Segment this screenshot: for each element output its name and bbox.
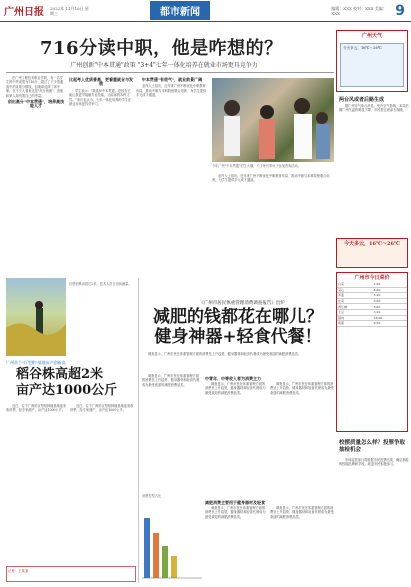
rice-foot: 记者：王某某 [6, 566, 136, 582]
fitness-col-2 [205, 382, 267, 494]
cell: 生菜 [337, 298, 373, 304]
lead-column-2 [69, 76, 133, 276]
fitness-col3-text: 调查显示，广州市民在体重管理方面的消费呈上升趋势，健身器材和轻食代餐成为最受欢迎的减肥消费品类。 [270, 382, 334, 395]
lead-col4-text: 业内人士指出，近年来广州不断优化中职教育布局，推动中职与本科院校联合培养，为学生提供多元成才通道。 [212, 174, 330, 183]
rice-photo [6, 278, 66, 356]
weather-title: 广州天气 [361, 33, 382, 39]
lead-col2-text: 学生表示："我选择中本贯通，是因为它能让我更早接触专业技能，又能拿到本科文凭。"家长也认为，七年一体化培养的学生在就业市场更具竞争力。 [69, 88, 132, 107]
rice-text-1: 近日，位于广州的巨型稻种植基地迎来收获季，经专家测产，亩产达1000公斤。 [6, 404, 67, 413]
weather-text: 今天多云，16℃～26℃ [343, 46, 382, 50]
rice-kicker: 广州首个"巨型稻"基地亩产创新高 [6, 360, 66, 365]
lead-col2-head: 比起考入优质普高，更看重就业与发展 [69, 77, 133, 87]
lead-column-3 [136, 76, 208, 276]
cell: 土豆 [337, 309, 373, 315]
section-title: 都市新闻 [150, 1, 210, 20]
weather-box [336, 30, 408, 92]
rice-field-image [6, 278, 66, 356]
fitness-head-2: 减肥消费主要用于健身器材及轻食 [205, 500, 265, 505]
bottom-right-body: 市场监管部门将根据市民投票结果，确定抽检的校服品牌和学校，欢迎市民积极参与。 [339, 458, 409, 467]
cell: 6.00 [373, 304, 407, 310]
rice-col-2 [70, 404, 136, 564]
rice-col-1 [6, 404, 68, 564]
cell: 4.80 [373, 287, 407, 293]
lead-column-1 [6, 76, 66, 276]
fitness-chart-label: 消费类型占比 [142, 494, 162, 498]
masthead-logo: 广州日报 [4, 7, 44, 18]
lead-col1-subhead: 创出高分"中本贯通"，培养高技能人才 [7, 99, 65, 109]
rice-photo-caption: 巨型稻株高超过2米，技术人员在田间测量。 [69, 282, 132, 286]
fitness-intro-text: 调查显示，广州市民在体重管理方面的消费呈上升趋势，健身器材和轻食代餐成为最受欢迎的减肥消费品类。 [148, 352, 301, 356]
page-number: 9 [395, 2, 405, 19]
fitness-col1-text: 调查显示，广州市民在体重管理方面的消费呈上升趋势，健身器材和轻食代餐成为最受欢迎的减肥消费品类。 [142, 374, 200, 387]
fitness-col-5 [270, 506, 334, 583]
lead-photo [212, 78, 334, 162]
cell: 5.20 [373, 293, 407, 299]
fitness-col4-text: 调查显示，广州市民在体重管理方面的消费呈上升趋势，健身器材和轻食代餐成为最受欢迎的减肥消费品类。 [205, 506, 266, 519]
promo-title: 今天多云，16℃～26℃ [344, 241, 400, 247]
bottom-right-text [339, 458, 409, 583]
cell: 2.50 [373, 282, 407, 287]
fitness-col-3 [270, 382, 334, 494]
fitness-kicker: 《广州市居民体重管理消费调查报告》出炉 [199, 301, 285, 306]
price-table-title: 广州市今日菜价 [354, 275, 390, 281]
lead-photo-caption: 今年广州"中本贯通"招生火爆，不少家长带孩子参加咨询活动。 [212, 164, 301, 168]
divider [6, 72, 334, 73]
rice-title-2: 亩产达1000公斤 [16, 383, 118, 398]
crowd-image [212, 78, 334, 162]
cell: 芥蓝 [337, 293, 373, 299]
fitness-col-1 [142, 374, 202, 494]
lead-headline: 716分读中职，他是咋想的？ [40, 38, 283, 59]
cell: 3.60 [373, 298, 407, 304]
side-head: 两台风或者后路生成 [339, 97, 385, 103]
fitness-col5-text: 调查显示，广州市民在体重管理方面的消费呈上升趋势，健身器材和轻食代餐成为最受欢迎的减肥消费品类。 [270, 506, 334, 519]
lead-column-4 [212, 174, 334, 274]
fitness-head-1: 中青年、中等收入者为消费主力 [205, 376, 261, 381]
fitness-title-1: 减肥的钱都花在哪儿？ [153, 307, 323, 327]
fitness-chart [142, 498, 202, 583]
bottom-right-headline: 校摆质量怎么样？投票争取抽检机会 [339, 440, 406, 453]
cell: 28.00 [373, 315, 407, 321]
fitness-title-2: 健身神器+轻食代餐！ [154, 327, 322, 347]
fitness-col-4 [205, 506, 267, 583]
lead-col3-head: 中本贯通"有底气"，就业前景广阔 [141, 77, 203, 82]
rice-title-1: 稻谷株高超2米 [16, 367, 104, 382]
cell: 菜心 [337, 287, 373, 293]
divider [138, 278, 139, 583]
price-table-box [336, 272, 408, 432]
masthead-date: 2022年 11月16日 星期三 [50, 5, 89, 16]
price-table [337, 282, 407, 327]
weather-forecast [340, 43, 404, 87]
fitness-bar-chart [142, 498, 202, 583]
masthead [0, 0, 411, 22]
table-row [337, 321, 407, 327]
side-text-body: 据广州市气象台消息，受冷空气影响，本周后期广州气温将明显下降，市民需注意添衣保暖。 [339, 104, 409, 113]
cell: 3.20 [373, 309, 407, 315]
lead-col1-text: 在广州工程技术职业学院，有一名学生的中考成绩为716分，超过了不少普通高中的录取分数线，但他却选择了读中职。在不少人看来这是"高分低就"，但他和家人却有着自己的考量。 [6, 76, 64, 98]
side-text [339, 104, 409, 234]
rice-text-2: 近日，位于广州的巨型稻种植基地迎来收获季，经专家测产，亩产达1000公斤。 [70, 404, 134, 413]
cell: 鸡蛋 [337, 321, 373, 327]
cell: 9.50 [373, 321, 407, 327]
lead-subtitle: 广州创新"中本贯通"政策 "3+4"七年一体化培养在就业市场更具竞争力 [70, 62, 258, 69]
fitness-intro [142, 352, 334, 370]
lead-col3-text: 业内人士指出，近年来广州不断优化中职教育布局，推动中职与本科院校联合培养，为学生提供多元成才通道。 [136, 84, 207, 98]
cell: 西红柿 [337, 304, 373, 310]
fitness-col2-text: 调查显示，广州市民在体重管理方面的消费呈上升趋势，健身器材和轻食代餐成为最受欢迎的减肥消费品类。 [205, 382, 266, 395]
cell: 猪肉 [337, 315, 373, 321]
promo-box [336, 238, 408, 268]
edit-meta: 编辑：XXX 校对：XXX 美编：XXX [331, 5, 387, 16]
cell: 白菜 [337, 282, 373, 287]
